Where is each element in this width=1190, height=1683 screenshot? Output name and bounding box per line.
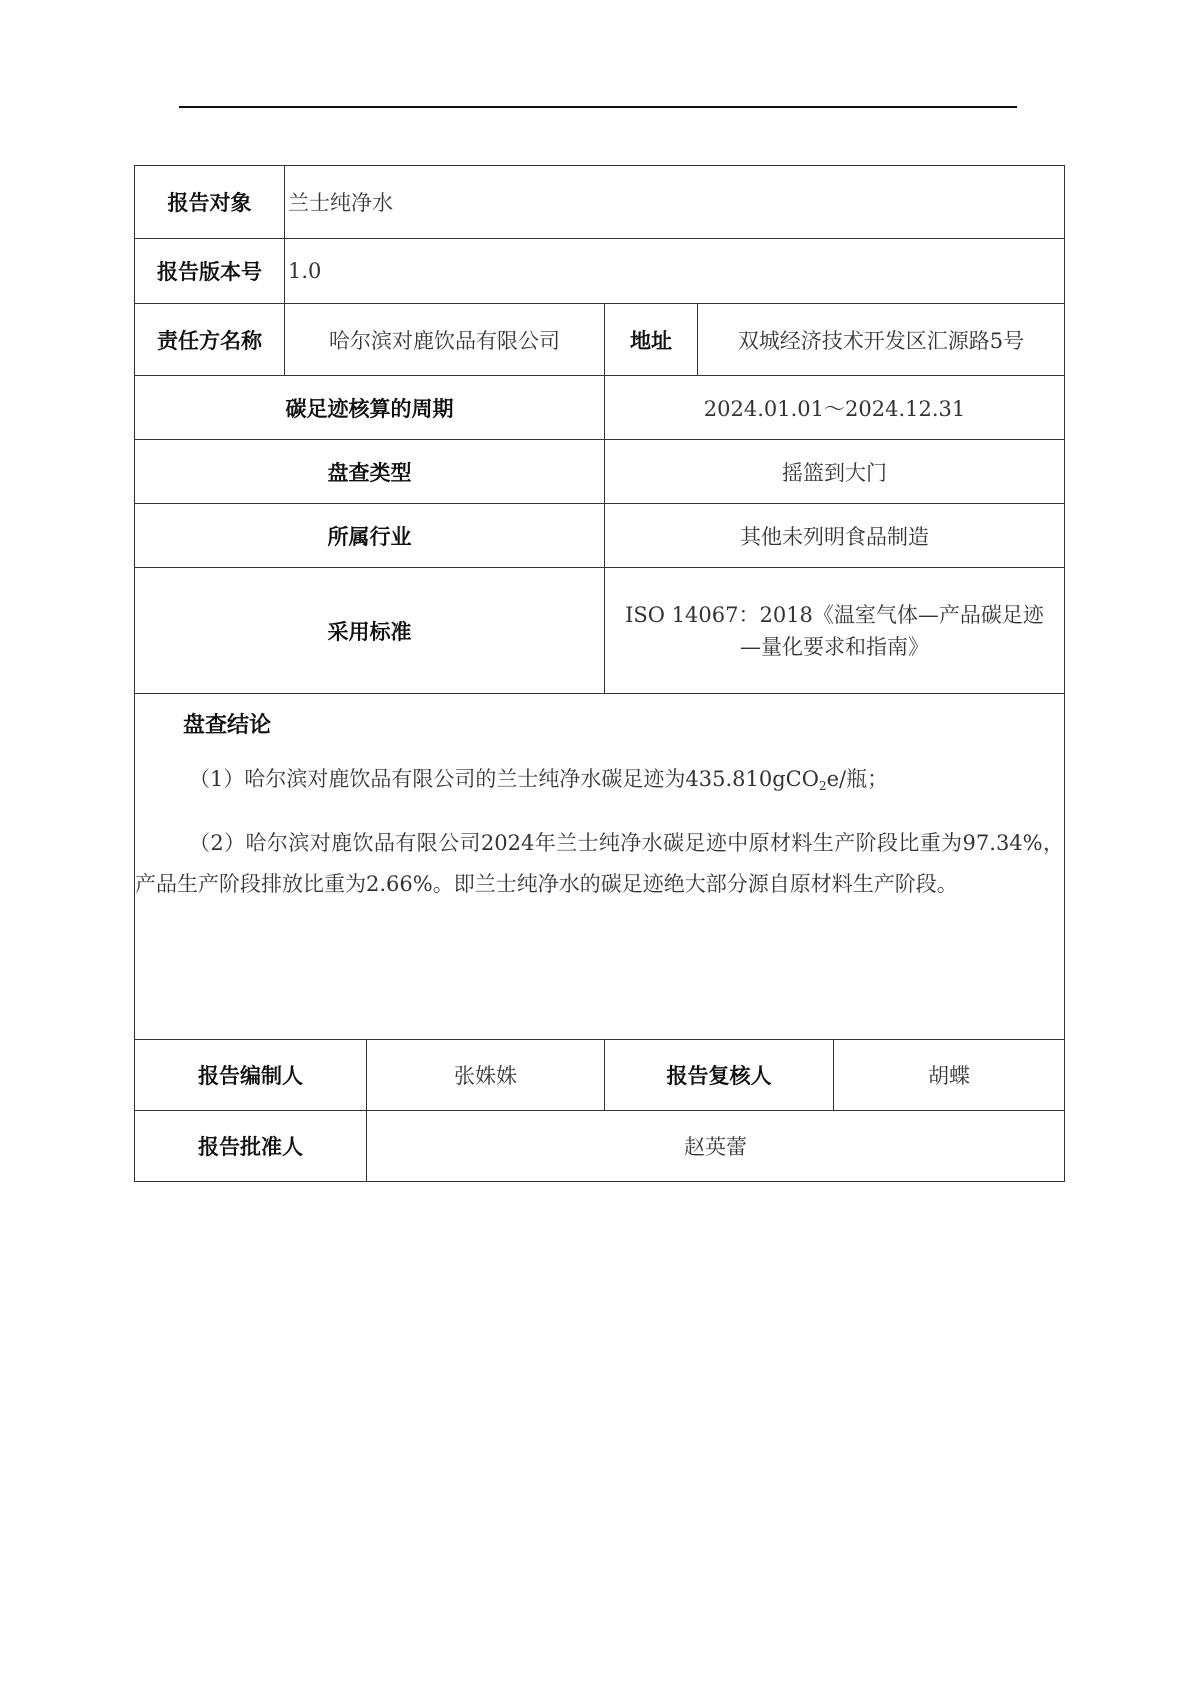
inventory-type-label: 盘查类型 [135, 440, 605, 504]
row-standard [135, 568, 1065, 694]
report-version-label: 报告版本号 [135, 239, 285, 304]
conclusion-cell [135, 694, 1065, 1040]
row-responsible [135, 304, 1065, 376]
conclusion-paragraph-2: （2）哈尔滨对鹿饮品有限公司2024年兰士纯净水碳足迹中原材料生产阶段比重为97.34%，产品生产阶段排放比重为2.66%。即兰士纯净水的碳足迹绝大部分源自原材料生产阶段。 [135, 831, 1065, 896]
compiler-name: 张姝姝 [367, 1040, 605, 1111]
period-label: 碳足迹核算的周期 [135, 376, 605, 440]
row-inventory-type [135, 440, 1065, 504]
report-object-label: 报告对象 [135, 166, 285, 239]
responsible-value: 哈尔滨对鹿饮品有限公司 [285, 304, 605, 376]
row-compiler-reviewer [135, 1040, 1065, 1111]
header-rule [179, 106, 1017, 108]
report-object-value: 兰士纯净水 [285, 166, 1065, 239]
row-conclusion [135, 694, 1065, 1040]
row-period [135, 376, 1065, 440]
row-report-version [135, 239, 1065, 304]
period-value: 2024.01.01～2024.12.31 [605, 376, 1065, 440]
conclusion-p1-text: （1）哈尔滨对鹿饮品有限公司的兰士纯净水碳足迹为435.810gCO [189, 767, 819, 791]
compiler-label: 报告编制人 [135, 1040, 367, 1111]
address-label: 地址 [605, 304, 698, 376]
conclusion-paragraph-1 [135, 759, 1064, 807]
row-report-object [135, 166, 1065, 239]
report-table [134, 165, 1065, 1182]
standard-label: 采用标准 [135, 568, 605, 694]
reviewer-label: 报告复核人 [605, 1040, 834, 1111]
address-value: 双城经济技术开发区汇源路5号 [698, 304, 1065, 376]
report-version-value: 1.0 [285, 239, 1065, 304]
row-approver [135, 1111, 1065, 1182]
co2-subscript: 2 [818, 779, 827, 793]
inventory-type-value: 摇篮到大门 [605, 440, 1065, 504]
approver-label: 报告批准人 [135, 1111, 367, 1182]
industry-value: 其他未列明食品制造 [605, 504, 1065, 568]
approver-name: 赵英蕾 [367, 1111, 1065, 1182]
row-industry [135, 504, 1065, 568]
standard-value: ISO 14067：2018《温室气体—产品碳足迹—量化要求和指南》 [605, 568, 1065, 694]
responsible-label: 责任方名称 [135, 304, 285, 376]
reviewer-name: 胡蝶 [834, 1040, 1065, 1111]
conclusion-p1-unit: e/瓶； [826, 767, 889, 791]
conclusion-title: 盘查结论 [183, 713, 272, 738]
industry-label: 所属行业 [135, 504, 605, 568]
